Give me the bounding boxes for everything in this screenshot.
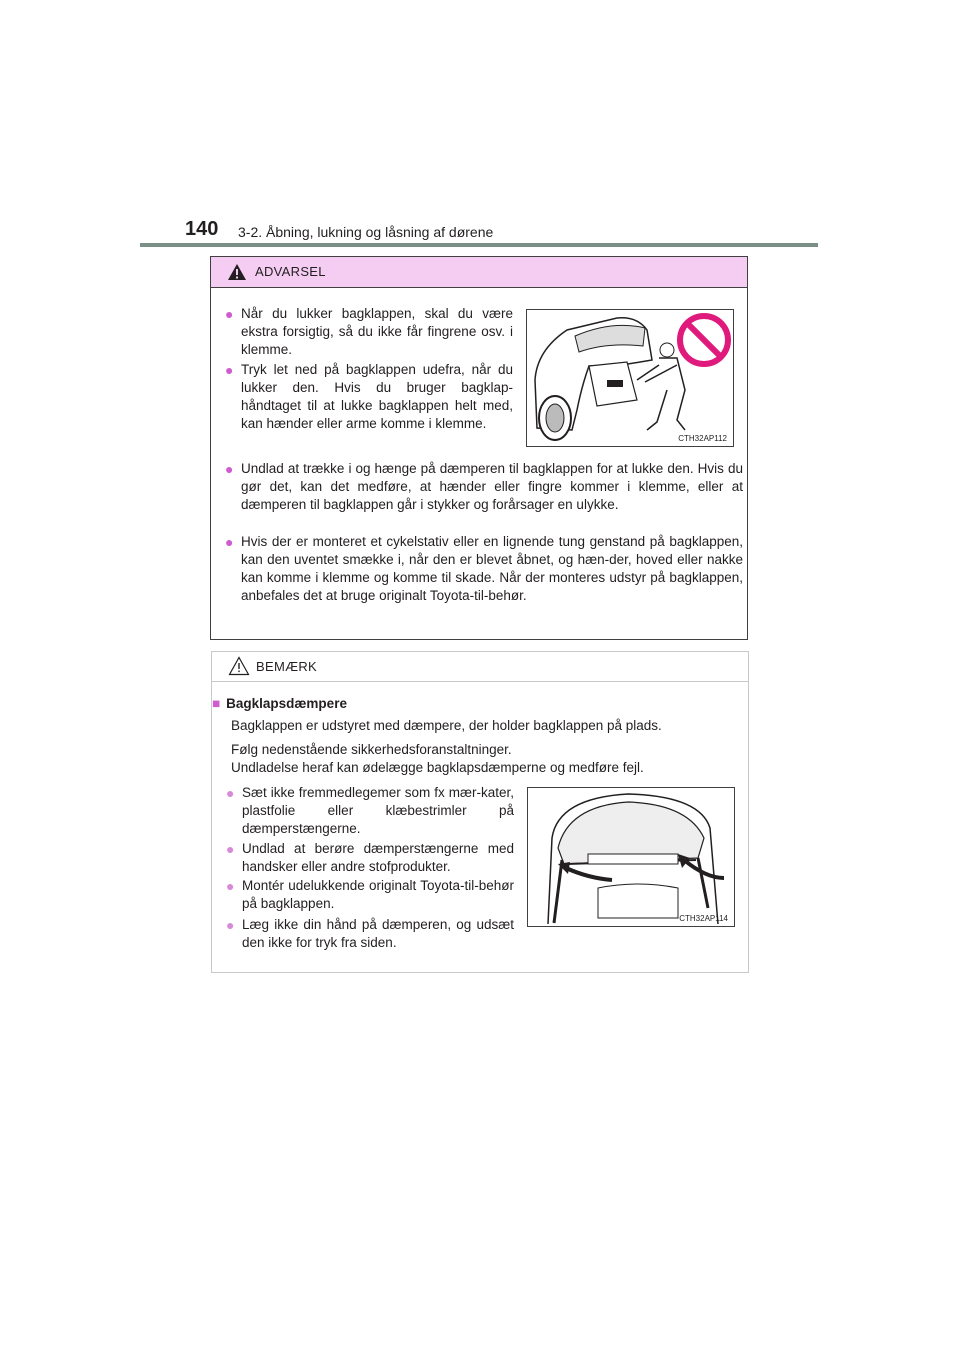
warning-label: ADVARSEL <box>255 264 326 279</box>
page-number: 140 <box>185 218 219 240</box>
bullet-dot-icon: ● <box>225 534 234 550</box>
bullet-dot-icon: ● <box>225 362 234 378</box>
sub-heading: ■ Bagklapsdæmpere <box>212 696 347 711</box>
bullet-dot-icon: ● <box>226 917 235 933</box>
warning-box <box>210 256 748 640</box>
warning-bullet: ● Når du lukker bagklappen, skal du være ekstra forsigtig, så du ikke får fingrene osv. i klemme. <box>225 306 513 357</box>
note-paragraph: Bagklappen er udstyret med dæmpere, der holder bagklappen på plads. <box>231 718 662 733</box>
bullet-dot-icon: ● <box>225 306 234 322</box>
note-label: BEMÆRK <box>256 659 318 674</box>
warning-header <box>211 257 747 288</box>
tailgate-dampers-figure <box>527 787 735 927</box>
car-tailgate-illustration <box>527 310 733 446</box>
tailgate-damper-illustration <box>528 788 734 926</box>
warning-icon <box>227 263 247 281</box>
warning-bullet: ● Undlad at trække i og hænge på dæmperen til bagklappen for at lukke den. Hvis du gør det, kan det medføre, at hænder eller fingre kommer i klemme, eller at dæmperen til bagklappen går i stykker og forårsager en ulykke. <box>225 461 743 512</box>
caution-outline-icon <box>228 656 250 676</box>
note-bullet: ● Læg ikke din hånd på dæmperen, og udsæt den ikke for tryk fra siden. <box>226 917 514 950</box>
header-rule <box>140 243 818 247</box>
note-header <box>212 652 748 682</box>
warning-bullet: ● Hvis der er monteret et cykelstativ eller en lignende tung genstand på bagklappen, kan den uventet smække i, når den er blevet åbnet, og hæn-der, hoved eller nakke kan komme i klemme og komme til skade. Når der monteres udstyr på bagklappen, anbefales det at bruge originalt Toyota-til-behør. <box>225 534 743 603</box>
section-title: 3-2. Åbning, lukning og låsning af dørene <box>238 224 494 240</box>
warning-bullet: ● Tryk let ned på bagklappen udefra, når du lukker den. Hvis du bruger bagklap-håndtaget til at lukke bagklappen helt med, kan hænder eller arme komme i klemme. <box>225 362 513 431</box>
figure-code: CTH32AP112 <box>678 434 727 443</box>
note-bullet: ● Undlad at berøre dæmperstængerne med handsker eller andre stofprodukter. <box>226 841 514 874</box>
note-bullet: ● Sæt ikke fremmedlegemer som fx mær-kater, plastfolie eller klæbestrimler på dæmperstængerne. <box>226 785 514 836</box>
note-box <box>211 651 749 973</box>
tailgate-closing-figure <box>526 309 734 447</box>
bullet-dot-icon: ● <box>226 785 235 801</box>
bullet-dot-icon: ● <box>225 461 234 477</box>
note-bullet: ● Montér udelukkende originalt Toyota-til-behør på bagklappen. <box>226 878 514 911</box>
square-bullet-icon: ■ <box>212 696 221 711</box>
figure-code: CTH32AP114 <box>679 914 728 923</box>
bullet-dot-icon: ● <box>226 841 235 857</box>
bullet-dot-icon: ● <box>226 878 235 894</box>
note-paragraph: Følg nedenstående sikkerhedsforanstaltninger. <box>231 742 512 757</box>
note-paragraph: Undladelse heraf kan ødelægge bagklapsdæmperne og medføre fejl. <box>231 760 644 775</box>
